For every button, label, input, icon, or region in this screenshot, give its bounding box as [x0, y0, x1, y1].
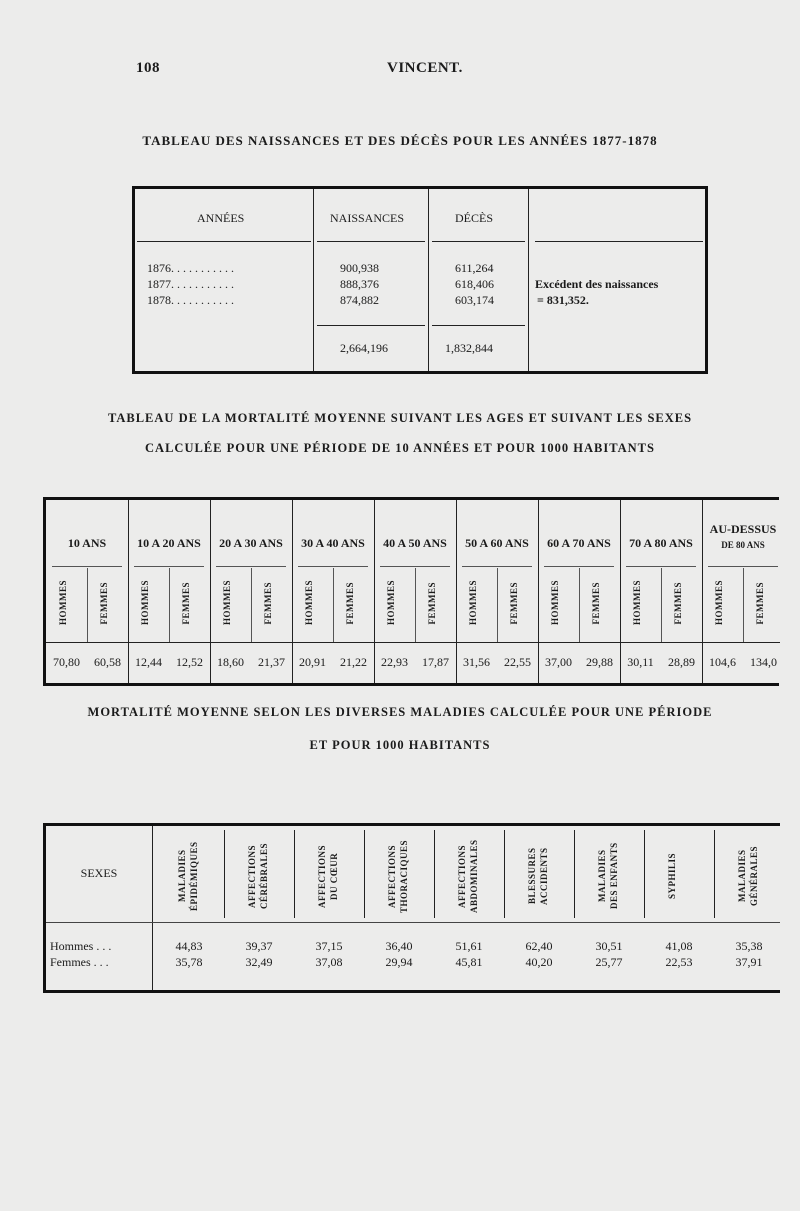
sub-bracket	[626, 566, 696, 567]
value-men: 30,11	[627, 655, 654, 669]
row-year: 1878. . . . . . . . . . .	[147, 293, 234, 307]
value-men: 30,51	[595, 939, 623, 953]
value-men: 41,08	[665, 939, 693, 953]
mortality-by-age-table	[43, 497, 779, 686]
disease-header: AFFECTIONS THORACIQUES	[387, 839, 409, 913]
sex-header-men: HOMMES	[468, 580, 478, 625]
column-rule	[224, 830, 225, 918]
sex-header-men: HOMMES	[386, 580, 396, 625]
value-women: 60,58	[94, 655, 121, 669]
age-group-header: 30 A 40 ANS	[301, 536, 365, 550]
value-women: 37,08	[315, 955, 343, 969]
column-rule	[574, 830, 575, 918]
values-rule	[46, 642, 780, 643]
value-men: 22,93	[381, 655, 408, 669]
value-men: 104,6	[709, 655, 736, 669]
value-women: 29,94	[385, 955, 413, 969]
value-men: 44,83	[175, 939, 203, 953]
sub-rule	[743, 568, 744, 642]
column-rule	[364, 830, 365, 918]
table3-title-line1: MORTALITÉ MOYENNE SELON LES DIVERSES MALADIES CALCULÉE POUR UNE PÉRIODE	[87, 705, 713, 719]
table2-title-line1: TABLEAU DE LA MORTALITÉ MOYENNE SUIVANT LES AGES ET SUIVANT LES SEXES	[107, 411, 693, 425]
column-rule	[504, 830, 505, 918]
value-women: 35,78	[175, 955, 203, 969]
age-group-header-over80-sub: DE 80 ANS	[721, 540, 765, 550]
row-births: 888,376	[340, 277, 379, 291]
table2-title-line2: CALCULÉE POUR UNE PÉRIODE DE 10 ANNÉES ET POUR 1000 HABITANTS	[145, 441, 655, 455]
running-title: VINCENT.	[387, 60, 463, 76]
value-women: 22,53	[665, 955, 693, 969]
sub-rule	[661, 568, 662, 642]
value-women: 28,89	[668, 655, 695, 669]
table1-title: TABLEAU DES NAISSANCES ET DES DÉCÈS POUR LES ANNÉES 1877-1878	[142, 133, 658, 148]
value-women: 37,91	[735, 955, 763, 969]
page-number: 108	[136, 60, 160, 76]
total-deaths: 1,832,844	[445, 341, 493, 355]
value-women: 17,87	[422, 655, 449, 669]
row-year: 1876. . . . . . . . . . .	[147, 261, 234, 275]
row-deaths: 618,406	[455, 277, 494, 291]
value-men: 62,40	[525, 939, 553, 953]
disease-header: AFFECTIONS DU CŒUR	[317, 844, 339, 908]
sex-header-women: FEMMES	[427, 582, 437, 625]
sex-header-women: FEMMES	[755, 582, 765, 625]
age-group-header: 20 A 30 ANS	[219, 536, 283, 550]
disease-header: BLESSURES ACCIDENTS	[527, 847, 549, 905]
col-header-years: ANNÉES	[197, 211, 245, 225]
age-group-header: 40 A 50 ANS	[383, 536, 447, 550]
value-men: 37,15	[315, 939, 343, 953]
sex-header-women: FEMMES	[263, 582, 273, 625]
column-rule	[294, 830, 295, 918]
sub-rule	[87, 568, 88, 642]
value-men: 39,37	[245, 939, 273, 953]
row-year: 1877. . . . . . . . . . .	[147, 277, 234, 291]
sub-bracket	[462, 566, 532, 567]
row-deaths: 603,174	[455, 293, 494, 307]
value-men: 51,61	[455, 939, 483, 953]
sub-rule	[251, 568, 252, 642]
value-men: 20,91	[299, 655, 326, 669]
value-women: 40,20	[525, 955, 553, 969]
sex-header-women: FEMMES	[591, 582, 601, 625]
column-rule	[434, 830, 435, 918]
age-group-header: 70 A 80 ANS	[629, 536, 693, 550]
sub-bracket	[52, 566, 122, 567]
row-births: 874,882	[340, 293, 379, 307]
value-men: 12,44	[135, 655, 162, 669]
value-men: 35,38	[735, 939, 763, 953]
sub-rule	[415, 568, 416, 642]
row-label-men: Hommes . . .	[50, 939, 112, 953]
value-men: 18,60	[217, 655, 244, 669]
sub-rule	[497, 568, 498, 642]
sub-bracket	[216, 566, 286, 567]
sub-rule	[169, 568, 170, 642]
sub-bracket	[134, 566, 204, 567]
total-births: 2,664,196	[340, 341, 388, 355]
sex-header-men: HOMMES	[550, 580, 560, 625]
age-group-header: 10 ANS	[67, 536, 107, 550]
sub-rule	[333, 568, 334, 642]
disease-header: MALADIES GÉNÉRALES	[737, 845, 759, 907]
sub-bracket	[544, 566, 614, 567]
col-header-births: NAISSANCES	[330, 211, 405, 225]
sub-bracket	[380, 566, 450, 567]
sex-header-men: HOMMES	[714, 580, 724, 625]
sex-header-women: FEMMES	[181, 582, 191, 625]
age-group-header: 10 A 20 ANS	[137, 536, 201, 550]
disease-header: MALADIES DES ENFANTS	[597, 842, 619, 910]
excess-value: = 831,352.	[537, 293, 589, 307]
row-deaths: 611,264	[455, 261, 494, 275]
value-women: 29,88	[586, 655, 613, 669]
col-header-deaths: DÉCÈS	[455, 211, 494, 225]
value-men: 70,80	[53, 655, 80, 669]
column-rule	[644, 830, 645, 918]
row-label-women: Femmes . . .	[50, 955, 109, 969]
disease-header: AFFECTIONS CÉRÉBRALES	[247, 842, 269, 910]
value-women: 45,81	[455, 955, 483, 969]
value-women: 32,49	[245, 955, 273, 969]
row-births: 900,938	[340, 261, 379, 275]
excess-note: Excédent des naissances	[535, 277, 659, 291]
sex-header-men: HOMMES	[632, 580, 642, 625]
sex-header-women: FEMMES	[509, 582, 519, 625]
value-women: 21,37	[258, 655, 285, 669]
value-women: 12,52	[176, 655, 203, 669]
age-group-header-over80: AU-DESSUS	[709, 522, 777, 536]
age-group-header: 60 A 70 ANS	[547, 536, 611, 550]
sex-header-men: HOMMES	[304, 580, 314, 625]
value-women: 25,77	[595, 955, 623, 969]
age-group-header: 50 A 60 ANS	[465, 536, 529, 550]
table3-title-line2: ET POUR 1000 HABITANTS	[309, 738, 491, 752]
sex-header-women: FEMMES	[673, 582, 683, 625]
value-men: 36,40	[385, 939, 413, 953]
births-deaths-table	[132, 186, 708, 374]
sub-rule	[579, 568, 580, 642]
value-men: 37,00	[545, 655, 572, 669]
value-women: 22,55	[504, 655, 531, 669]
value-men: 31,56	[463, 655, 490, 669]
sex-header-women: FEMMES	[345, 582, 355, 625]
value-women: 21,22	[340, 655, 367, 669]
sub-bracket	[298, 566, 368, 567]
column-rule	[714, 830, 715, 918]
mortality-by-disease-table	[43, 823, 780, 993]
disease-header: AFFECTIONS ABDOMINALES	[457, 839, 479, 913]
value-women: 134,0	[750, 655, 777, 669]
sex-header-women: FEMMES	[99, 582, 109, 625]
sub-bracket	[708, 566, 778, 567]
sex-header-men: HOMMES	[58, 580, 68, 625]
sex-header-men: HOMMES	[222, 580, 232, 625]
disease-header: SYPHILIS	[667, 852, 677, 900]
disease-header: MALADIES ÉPIDÉMIQUES	[177, 841, 199, 911]
sex-header-men: HOMMES	[140, 580, 150, 625]
col-header-sexes: SEXES	[80, 866, 118, 880]
